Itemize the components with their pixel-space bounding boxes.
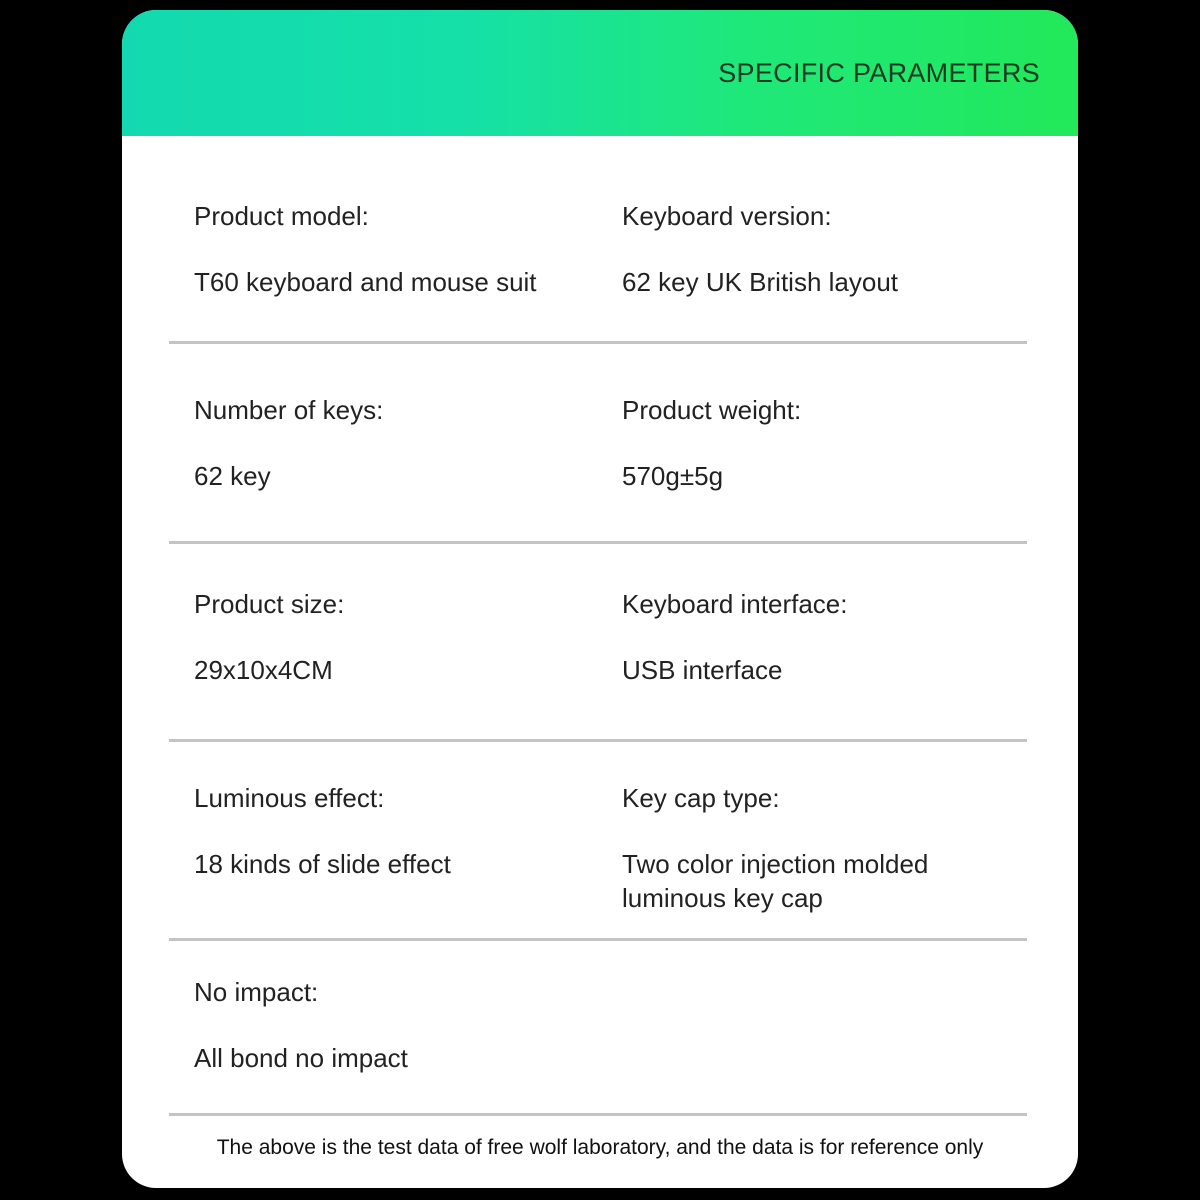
divider	[169, 938, 1027, 941]
spec-item-product-size	[194, 588, 594, 687]
spec-item-number-of-keys	[194, 394, 594, 493]
header-banner	[122, 10, 1078, 136]
spec-item-luminous-effect	[194, 782, 594, 881]
divider	[169, 739, 1027, 742]
spec-item-no-impact	[194, 976, 594, 1075]
divider	[169, 541, 1027, 544]
spec-label: Product weight:	[622, 395, 802, 425]
header-title: SPECIFIC PARAMETERS	[718, 58, 1040, 88]
spec-value: 29x10x4CM	[194, 655, 333, 685]
spec-label: Number of keys:	[194, 395, 384, 425]
specifications-card	[122, 10, 1078, 1188]
spec-value: T60 keyboard and mouse suit	[194, 267, 537, 297]
spec-value: 570g±5g	[622, 461, 724, 491]
spec-label: Keyboard interface:	[622, 589, 848, 619]
spec-value: All bond no impact	[194, 1043, 408, 1073]
spec-value: Two color injection molded luminous key cap	[622, 849, 929, 913]
divider	[169, 1113, 1027, 1116]
footer-disclaimer: The above is the test data of free wolf laboratory, and the data is for reference only	[216, 1136, 984, 1159]
spec-label: No impact:	[194, 977, 319, 1007]
spec-label: Keyboard version:	[622, 201, 832, 231]
spec-label: Product size:	[194, 589, 345, 619]
spec-item-product-model	[194, 200, 594, 299]
spec-value: USB interface	[622, 655, 783, 685]
spec-item-keyboard-interface	[622, 588, 1042, 687]
spec-value: 18 kinds of slide effect	[194, 849, 451, 879]
spec-item-key-cap-type	[622, 782, 1042, 915]
spec-item-keyboard-version	[622, 200, 1042, 299]
spec-label: Key cap type:	[622, 783, 780, 813]
spec-value: 62 key	[194, 461, 271, 491]
spec-label: Product model:	[194, 201, 369, 231]
spec-item-product-weight	[622, 394, 1042, 493]
spec-value: 62 key UK British layout	[622, 267, 899, 297]
divider	[169, 341, 1027, 344]
spec-label: Luminous effect:	[194, 783, 385, 813]
